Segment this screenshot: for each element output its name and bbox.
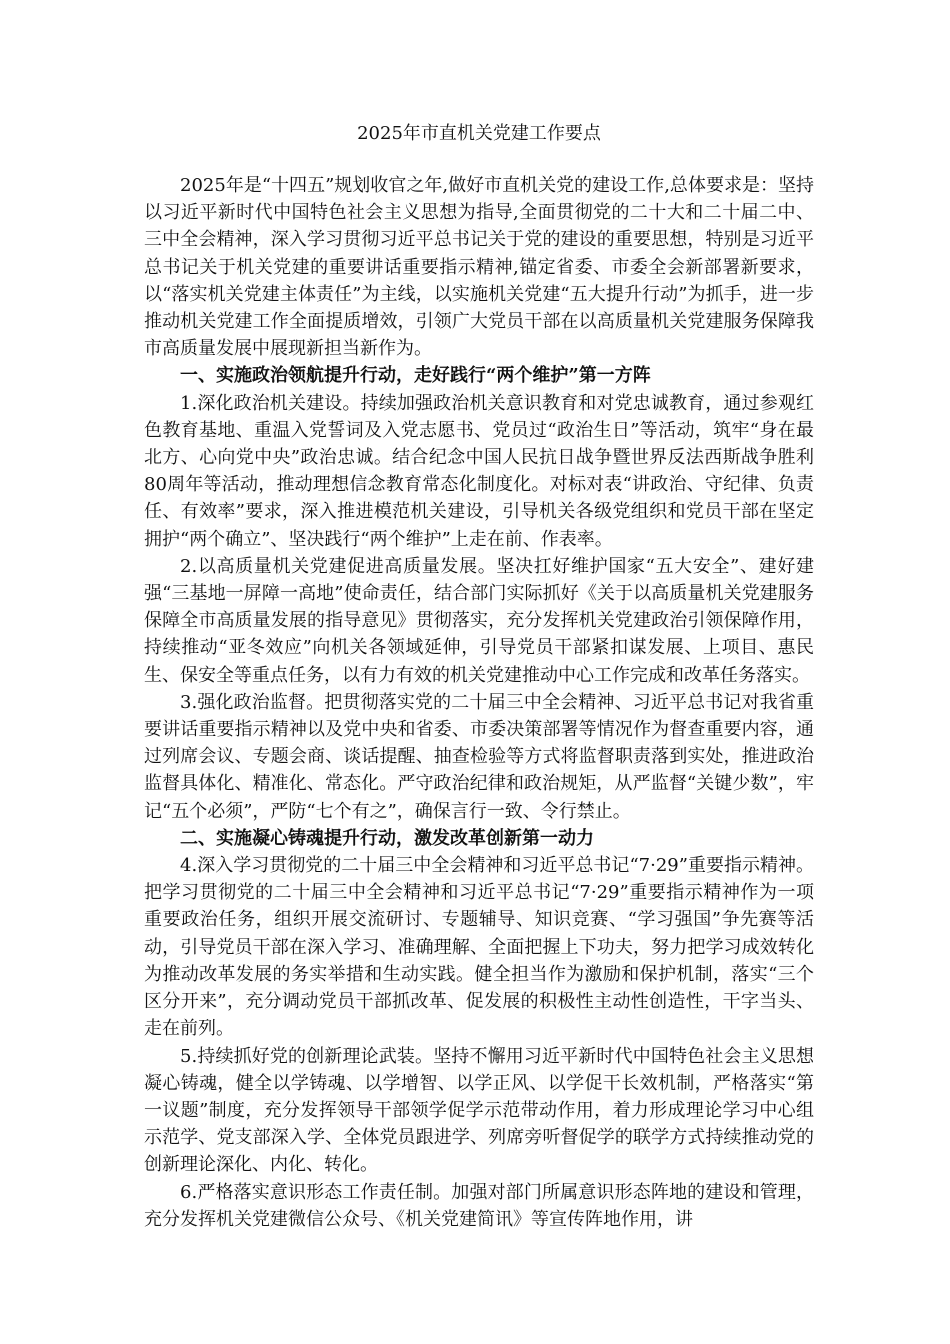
item-paragraph-3: 3.强化政治监督。把贯彻落实党的二十届三中全会精神、习近平总书记对我省重要讲话重要指示精神以及党中央和省委、市委决策部署等情况作为督查重要内容，通过列席会议、专题会商、谈话提醒、抽查检验等方式将监督职责落到实处，推进政治监督具体化、精准化、常态化。严守政治纪律和政治规矩，从严监督“关键少数”，牢记“五个必须”，严防“七个有之”，确保言行一致、令行禁止。 (144, 691, 814, 822)
item-paragraph-4: 4.深入学习贯彻党的二十届三中全会精神和习近平总书记“7·29”重要指示精神。把学习贯彻党的二十届三中全会精神和习近平总书记“7·29”重要指示精神作为一项重要政治任务，组织开展交流研讨、专题辅导、知识竞赛、“学习强国”争先赛等活动，引导党员干部在深入学习、准确理解、全面把握上下功夫，努力把学习成效转化为推动改革发展的务实举措和生动实践。健全担当作为激励和保护机制，落实“三个区分开来”，充分调动党员干部抓改革、促发展的积极性主动性创造性，干字当头、走在前列。 (144, 855, 814, 1040)
document-title: 2025年市直机关党建工作要点 (357, 123, 601, 144)
item-paragraph-1: 1.深化政治机关建设。持续加强政治机关意识教育和对党忠诚教育，通过参观红色教育基地、重温入党誓词及入党志愿书、党员过“政治生日”等活动，筑牢“身在最北方、心向党中央”政治忠诚。结合纪念中国人民抗日战争暨世界反法西斯战争胜利80周年等活动，推动理想信念教育常态化制度化。对标对表“讲政治、守纪律、负责任、有效率”要求，深入推进模范机关建设，引导机关各级党组织和党员干部在坚定拥护“两个确立”、坚决践行“两个维护”上走在前、作表率。 (144, 392, 814, 550)
intro-paragraph: 2025年是“十四五”规划收官之年,做好市直机关党的建设工作,总体要求是：坚持以习近平新时代中国特色社会主义思想为指导,全面贯彻党的二十大和二十届二中、三中全会精神，深入学习贯彻习近平总书记关于党的建设的重要思想，特别是习近平总书记关于机关党建的重要讲话重要指示精神,锚定省委、市委全会新部署新要求，以“落实机关党建主体责任”为主线，以实施机关党建“五大提升行动”为抓手，进一步推动机关党建工作全面提质增效，引领广大党员干部在以高质量机关党建服务保障我市高质量发展中展现新担当新作为。 (144, 175, 814, 360)
document-body (144, 120, 814, 1233)
item-paragraph-5: 5.持续抓好党的创新理论武装。坚持不懈用习近平新时代中国特色社会主义思想凝心铸魂，健全以学铸魂、以学增智、以学正风、以学促干长效机制，严格落实“第一议题”制度，充分发挥领导干部领学促学示范带动作用，着力形成理论学习中心组示范学、党支部深入学、全体党员跟进学、列席旁听督促学的联学方式持续推动党的创新理论深化、内化、转化。 (144, 1045, 814, 1176)
section-heading-1: 一、实施政治领航提升行动，走好践行“两个维护”第一方阵 (180, 365, 651, 387)
item-paragraph-2: 2.以高质量机关党建促进高质量发展。坚决扛好维护国家“五大安全”、建好建强“三基地一屏障一高地”使命责任，结合部门实际抓好《关于以高质量机关党建服务保障全市高质量发展的指导意见》贯彻落实，充分发挥机关党建政治引领保障作用，持续推动“亚冬效应”向机关各领域延伸，引导党员干部紧扣谋发展、上项目、惠民生、保安全等重点任务，以有力有效的机关党建推动中心工作完成和改革任务落实。 (144, 555, 814, 686)
item-paragraph-6: 6.严格落实意识形态工作责任制。加强对部门所属意识形态阵地的建设和管理，充分发挥机关党建微信公众号、《机关党建简讯》等宣传阵地作用，讲 (144, 1181, 814, 1230)
section-heading-2: 二、实施凝心铸魂提升行动，激发改革创新第一动力 (180, 827, 594, 849)
